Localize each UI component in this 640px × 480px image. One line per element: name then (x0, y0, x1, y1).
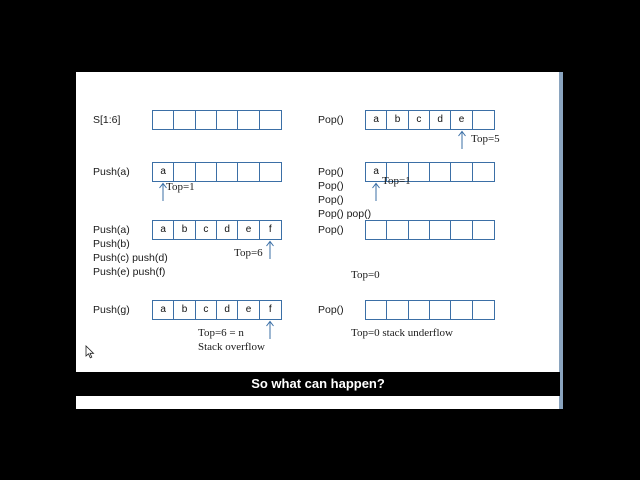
stack-array (152, 220, 282, 240)
operation-label: Push(g) (93, 304, 130, 316)
stack-cell: c (196, 221, 217, 239)
stack-cell (409, 163, 430, 181)
stack-cell: a (153, 163, 174, 181)
operation-label: Pop() (318, 180, 344, 192)
stack-array (365, 300, 495, 320)
stack-cell (217, 163, 238, 181)
operation-label: Pop() (318, 224, 344, 236)
slide-edge (559, 72, 563, 409)
stack-cell (387, 301, 408, 319)
stack-cell (153, 111, 174, 129)
stack-cell (409, 301, 430, 319)
stack-cell (473, 301, 494, 319)
stack-cell: a (153, 221, 174, 239)
caption-bar (76, 372, 560, 396)
up-arrow-icon (264, 320, 276, 340)
stack-cell: e (238, 301, 259, 319)
stack-cell (473, 163, 494, 181)
stack-cell: e (238, 221, 259, 239)
stack-cell (473, 221, 494, 239)
stack-cell (451, 163, 472, 181)
stack-array (365, 110, 495, 130)
operation-label: Push(a) (93, 166, 130, 178)
stack-cell: f (268, 224, 272, 235)
stack-array (365, 220, 495, 240)
up-arrow-icon (264, 240, 276, 260)
stack-cell (366, 221, 387, 239)
stack-cell: f (268, 304, 272, 315)
stack-cell (387, 221, 408, 239)
stack-cell: b (387, 111, 408, 129)
top-pointer-note: Top=1 (382, 175, 411, 187)
up-arrow-icon (456, 130, 468, 150)
stack-cell (430, 301, 451, 319)
top-pointer-note: Top=1 (166, 181, 195, 193)
operation-label: Push(a) (93, 224, 130, 236)
operation-label: S[1:6] (93, 114, 121, 126)
stack-cell (260, 111, 281, 129)
operation-label: Push(e) push(f) (93, 266, 166, 278)
top-pointer-note: Top=0 (351, 269, 380, 281)
stack-cell (196, 163, 217, 181)
top-pointer-note: Top=6 = n (198, 327, 244, 339)
stack-array (152, 110, 282, 130)
operation-label: Push(c) push(d) (93, 252, 168, 264)
stack-cell (260, 163, 281, 181)
top-pointer-note: Stack overflow (198, 341, 265, 353)
stack-cell: b (174, 221, 195, 239)
stack-cell (409, 221, 430, 239)
stack-cell (451, 221, 472, 239)
stack-cell (451, 301, 472, 319)
stack-cell (430, 163, 451, 181)
stack-cell (238, 111, 259, 129)
operation-label: Pop() (318, 166, 344, 178)
operation-label: Pop() pop() (318, 208, 372, 220)
top-pointer-note: Top=5 (471, 133, 500, 145)
stack-cell: d (217, 301, 238, 319)
stack-cell: a (366, 163, 387, 181)
stack-cell: c (196, 301, 217, 319)
stack-array (152, 162, 282, 182)
stack-cell: b (174, 301, 195, 319)
stack-cell: e (451, 111, 472, 129)
up-arrow-icon (370, 182, 382, 202)
stack-cell: d (217, 221, 238, 239)
caption-text: So what can happen? (251, 376, 385, 391)
top-pointer-note: Top=6 (234, 247, 263, 259)
stack-cell (238, 163, 259, 181)
stack-cell: a (366, 111, 387, 129)
stack-cell (366, 301, 387, 319)
stack-cell (196, 111, 217, 129)
stack-cell (430, 221, 451, 239)
operation-label: Pop() (318, 194, 344, 206)
stack-cell: d (430, 111, 451, 129)
mouse-pointer-icon (85, 345, 95, 359)
stack-array (152, 300, 282, 320)
stack-cell: c (409, 111, 430, 129)
stack-cell (174, 111, 195, 129)
stack-cell: a (153, 301, 174, 319)
stack-cell (174, 163, 195, 181)
stack-cell (217, 111, 238, 129)
operation-label: Pop() (318, 304, 344, 316)
operation-label: Pop() (318, 114, 344, 126)
stack-cell (473, 111, 494, 129)
top-pointer-note: Top=0 stack underflow (351, 327, 453, 339)
operation-label: Push(b) (93, 238, 130, 250)
